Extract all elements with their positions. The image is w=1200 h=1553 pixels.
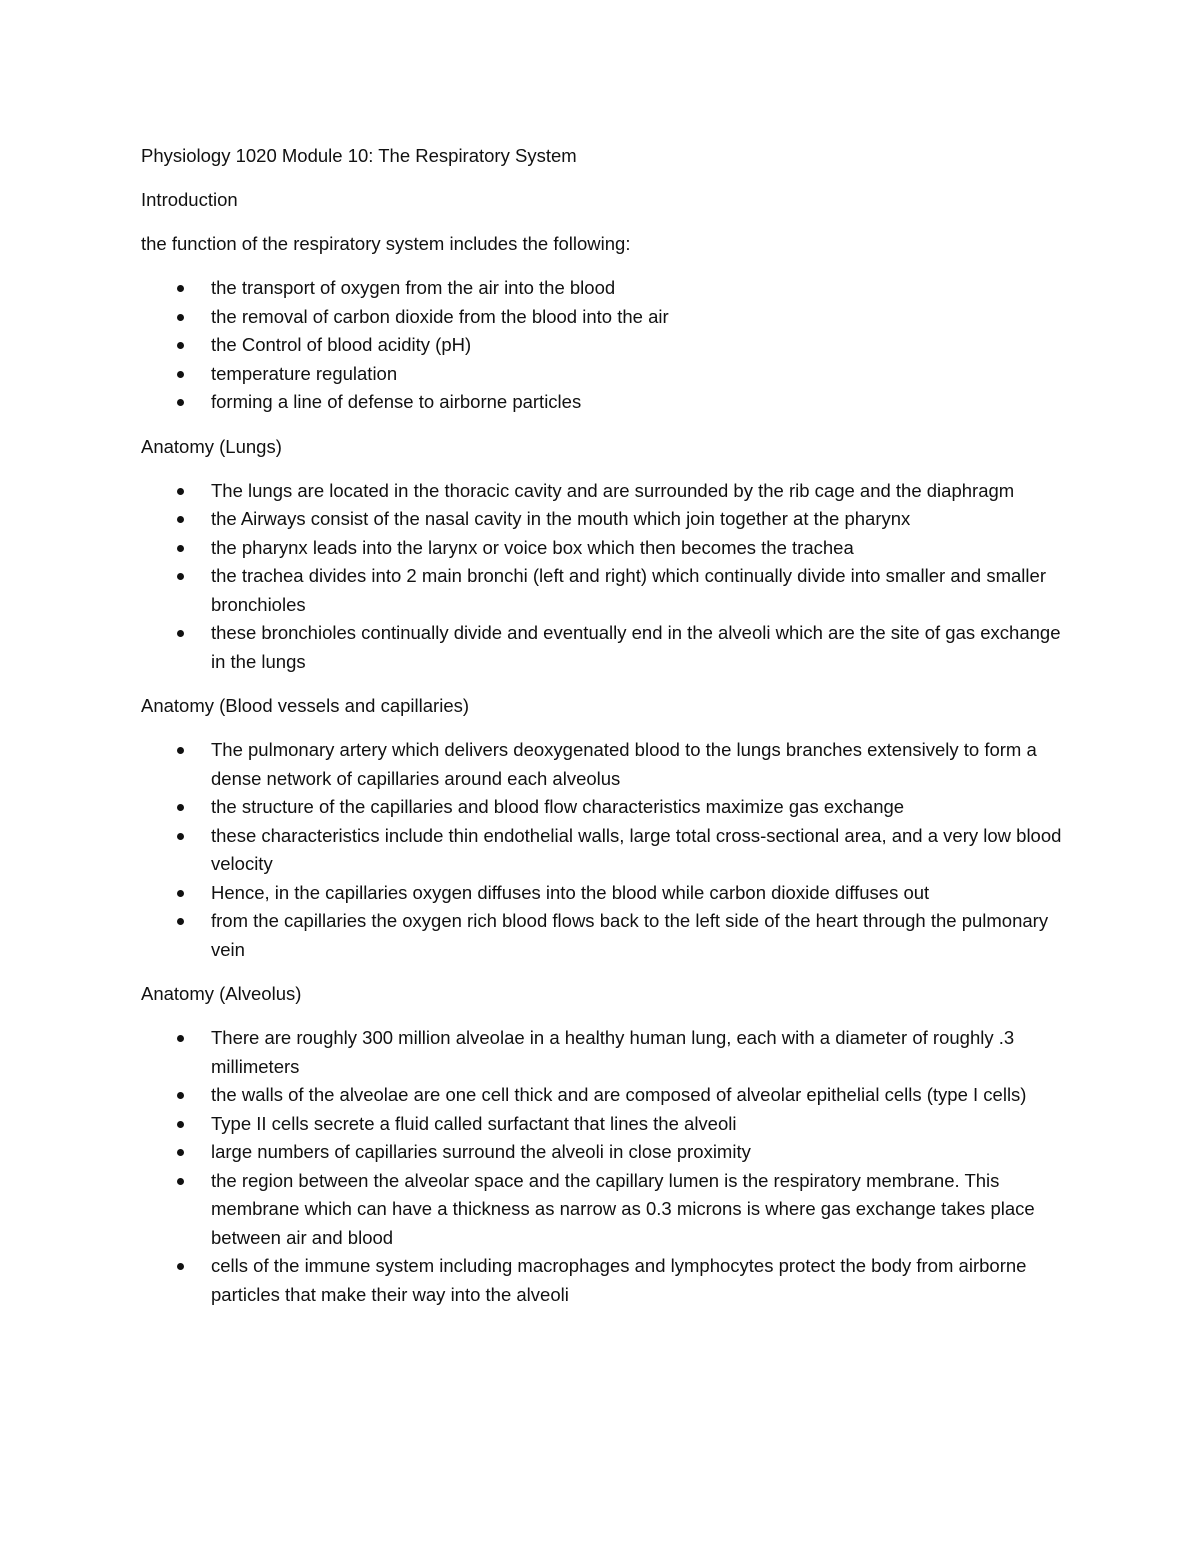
document-page bbox=[141, 142, 1071, 1325]
list-item-text: large numbers of capillaries surround the alveoli in close proximity bbox=[211, 1141, 751, 1162]
list-item-text: There are roughly 300 million alveolae in a healthy human lung, each with a diameter of roughly .3 millimeters bbox=[211, 1027, 1015, 1077]
list-item bbox=[141, 1138, 1071, 1167]
list-item bbox=[141, 1167, 1071, 1253]
bullet-icon bbox=[177, 1092, 184, 1099]
list-item bbox=[141, 793, 1071, 822]
list-item bbox=[141, 907, 1071, 964]
bullet-icon bbox=[177, 630, 184, 637]
list-item bbox=[141, 1110, 1071, 1139]
bullet-list bbox=[141, 1024, 1071, 1309]
list-item bbox=[141, 477, 1071, 506]
bullet-icon bbox=[177, 1035, 184, 1042]
section-introduction bbox=[141, 186, 1071, 417]
list-item-text: from the capillaries the oxygen rich blood flows back to the left side of the heart through the pulmonary vein bbox=[211, 910, 1049, 960]
list-item bbox=[141, 1024, 1071, 1081]
bullet-icon bbox=[177, 1121, 184, 1128]
list-item-text: The pulmonary artery which delivers deoxygenated blood to the lungs branches extensively to form a dense network of capillaries around each alveolus bbox=[211, 739, 1037, 789]
bullet-icon bbox=[177, 342, 184, 349]
list-item-text: Type II cells secrete a fluid called surfactant that lines the alveoli bbox=[211, 1112, 737, 1134]
bullet-icon bbox=[177, 371, 184, 378]
bullet-icon bbox=[177, 573, 184, 580]
list-item bbox=[141, 562, 1071, 619]
bullet-icon bbox=[177, 516, 184, 523]
list-item-text: these bronchioles continually divide and eventually end in the alveoli which are the site of gas exchange in the lungs bbox=[211, 622, 1061, 672]
list-item bbox=[141, 1081, 1071, 1110]
list-item bbox=[141, 505, 1071, 534]
list-item bbox=[141, 388, 1071, 417]
bullet-icon bbox=[177, 1149, 184, 1156]
list-item-text: Hence, in the capillaries oxygen diffuses into the blood while carbon dioxide diffuses out bbox=[211, 881, 930, 903]
list-item-text: the Airways consist of the nasal cavity in the mouth which join together at the pharynx bbox=[211, 508, 911, 529]
list-item bbox=[141, 331, 1071, 360]
bullet-icon bbox=[177, 285, 184, 292]
list-item bbox=[141, 274, 1071, 303]
list-item bbox=[141, 822, 1071, 879]
bullet-list bbox=[141, 736, 1071, 964]
list-item bbox=[141, 534, 1071, 563]
section-heading: Anatomy (Lungs) bbox=[141, 435, 282, 457]
list-item-text: the removal of carbon dioxide from the blood into the air bbox=[211, 305, 669, 327]
bullet-icon bbox=[177, 399, 184, 406]
bullet-icon bbox=[177, 1263, 184, 1270]
list-item bbox=[141, 360, 1071, 389]
bullet-icon bbox=[177, 918, 184, 925]
bullet-icon bbox=[177, 545, 184, 552]
list-item-text: these characteristics include thin endothelial walls, large total cross-sectional area, and a very low blood velocity bbox=[211, 824, 1062, 874]
list-item-text: the region between the alveolar space and the capillary lumen is the respiratory membrane. This membrane which can have a thickness as narrow as 0.3 microns is where gas exchange takes place between air and blood bbox=[211, 1169, 1035, 1248]
list-item-text: the structure of the capillaries and blood flow characteristics maximize gas exchange bbox=[211, 796, 905, 817]
section-heading: Introduction bbox=[141, 189, 238, 210]
section-anatomy-lungs bbox=[141, 433, 1071, 677]
list-item-text: cells of the immune system including macrophages and lymphocytes protect the body from airborne particles that make their way into the alveoli bbox=[211, 1255, 1027, 1305]
bullet-icon bbox=[177, 833, 184, 840]
list-item-text: the walls of the alveolae are one cell thick and are composed of alveolar epithelial cells (type I cells) bbox=[211, 1084, 1027, 1105]
section-anatomy-blood-vessels bbox=[141, 692, 1071, 964]
section-heading: Anatomy (Blood vessels and capillaries) bbox=[141, 695, 470, 716]
section-heading: Anatomy (Alveolus) bbox=[141, 983, 302, 1004]
list-item bbox=[141, 879, 1071, 908]
bullet-icon bbox=[177, 890, 184, 897]
bullet-icon bbox=[177, 314, 184, 321]
bullet-icon bbox=[177, 488, 184, 495]
list-item-text: The lungs are located in the thoracic cavity and are surrounded by the rib cage and the diaphragm bbox=[211, 479, 1015, 501]
list-item bbox=[141, 303, 1071, 332]
list-item-text: the transport of oxygen from the air into the blood bbox=[211, 277, 616, 298]
bullet-list bbox=[141, 274, 1071, 417]
list-item-text: the pharynx leads into the larynx or voice box which then becomes the trachea bbox=[211, 536, 854, 558]
list-item-text: temperature regulation bbox=[211, 362, 398, 384]
list-item-text: forming a line of defense to airborne particles bbox=[211, 391, 582, 412]
list-item-text: the trachea divides into 2 main bronchi (left and right) which continually divide into smaller and smaller bronchioles bbox=[211, 565, 1046, 615]
bullet-list bbox=[141, 477, 1071, 677]
section-anatomy-alveolus bbox=[141, 980, 1071, 1309]
section-intro-text: the function of the respiratory system includes the following: bbox=[141, 233, 631, 254]
list-item bbox=[141, 1252, 1071, 1309]
bullet-icon bbox=[177, 747, 184, 754]
bullet-icon bbox=[177, 804, 184, 811]
bullet-icon bbox=[177, 1178, 184, 1185]
list-item bbox=[141, 619, 1071, 676]
list-item bbox=[141, 736, 1071, 793]
document-title: Physiology 1020 Module 10: The Respiratory System bbox=[141, 145, 577, 166]
list-item-text: the Control of blood acidity (pH) bbox=[211, 334, 472, 355]
